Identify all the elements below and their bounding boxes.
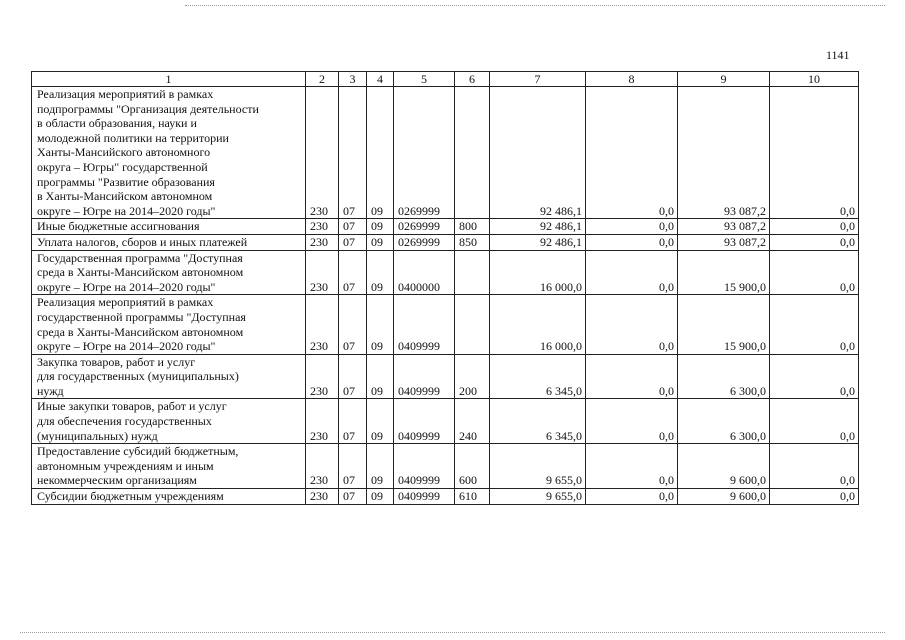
- row-subsection: 09: [367, 295, 394, 354]
- row-expense-type: 240: [455, 399, 490, 444]
- row-amount-col7: 92 486,1: [490, 234, 586, 250]
- row-expense-type: [455, 87, 490, 219]
- row-amount-col8: 0,0: [586, 489, 678, 505]
- header-col-4: 4: [367, 72, 394, 87]
- row-expense-type: 850: [455, 234, 490, 250]
- row-amount-col7: 16 000,0: [490, 250, 586, 295]
- row-name: Реализация мероприятий в рамках государственной программы "Доступная среда в Ханты-Мансийском автономном округе – Югре на 2014–2020 годы": [32, 295, 306, 354]
- header-row: [32, 72, 859, 87]
- row-amount-col8: 0,0: [586, 234, 678, 250]
- row-amount-col9: 15 900,0: [678, 250, 770, 295]
- row-section: 07: [339, 399, 367, 444]
- row-target-item: 0409999: [394, 354, 455, 399]
- row-amount-col10: 0,0: [770, 354, 859, 399]
- row-section: 07: [339, 234, 367, 250]
- row-amount-col9: 6 300,0: [678, 354, 770, 399]
- row-target-item: 0269999: [394, 219, 455, 235]
- row-name: Иные бюджетные ассигнования: [32, 219, 306, 235]
- row-target-item: 0409999: [394, 295, 455, 354]
- row-expense-type: 600: [455, 444, 490, 489]
- row-subsection: 09: [367, 250, 394, 295]
- row-subsection: 09: [367, 399, 394, 444]
- page-number: 1141: [826, 48, 850, 62]
- row-target-item: 0269999: [394, 234, 455, 250]
- table-row: [32, 399, 859, 444]
- row-code-admin: 230: [306, 354, 339, 399]
- row-amount-col10: 0,0: [770, 399, 859, 444]
- row-code-admin: 230: [306, 399, 339, 444]
- row-amount-col7: 16 000,0: [490, 295, 586, 354]
- table-row: [32, 219, 859, 235]
- row-target-item: 0269999: [394, 87, 455, 219]
- row-amount-col10: 0,0: [770, 87, 859, 219]
- row-amount-col8: 0,0: [586, 354, 678, 399]
- row-amount-col9: 9 600,0: [678, 489, 770, 505]
- row-subsection: 09: [367, 234, 394, 250]
- row-amount-col10: 0,0: [770, 219, 859, 235]
- header-col-10: 10: [770, 72, 859, 87]
- row-amount-col10: 0,0: [770, 295, 859, 354]
- table-row: [32, 295, 859, 354]
- row-amount-col9: 93 087,2: [678, 234, 770, 250]
- row-section: 07: [339, 87, 367, 219]
- row-amount-col7: 9 655,0: [490, 489, 586, 505]
- row-amount-col7: 6 345,0: [490, 399, 586, 444]
- header-col-5: 5: [394, 72, 455, 87]
- header-col-9: 9: [678, 72, 770, 87]
- scan-artifact-bottom: [20, 632, 885, 633]
- row-section: 07: [339, 219, 367, 235]
- row-amount-col7: 6 345,0: [490, 354, 586, 399]
- budget-table: [31, 71, 859, 505]
- row-amount-col8: 0,0: [586, 399, 678, 444]
- row-amount-col9: 93 087,2: [678, 87, 770, 219]
- row-code-admin: 230: [306, 295, 339, 354]
- header-col-8: 8: [586, 72, 678, 87]
- row-code-admin: 230: [306, 234, 339, 250]
- header-col-3: 3: [339, 72, 367, 87]
- row-subsection: 09: [367, 87, 394, 219]
- row-amount-col9: 6 300,0: [678, 399, 770, 444]
- row-amount-col10: 0,0: [770, 489, 859, 505]
- row-amount-col7: 92 486,1: [490, 87, 586, 219]
- row-section: 07: [339, 250, 367, 295]
- table-row: [32, 444, 859, 489]
- table-row: [32, 234, 859, 250]
- header-col-7: 7: [490, 72, 586, 87]
- row-section: 07: [339, 295, 367, 354]
- row-amount-col9: 93 087,2: [678, 219, 770, 235]
- row-amount-col8: 0,0: [586, 219, 678, 235]
- row-target-item: 0409999: [394, 444, 455, 489]
- table-row: [32, 87, 859, 219]
- row-amount-col8: 0,0: [586, 444, 678, 489]
- header-col-2: 2: [306, 72, 339, 87]
- row-expense-type: 800: [455, 219, 490, 235]
- row-target-item: 0400000: [394, 250, 455, 295]
- row-expense-type: 610: [455, 489, 490, 505]
- row-section: 07: [339, 354, 367, 399]
- row-expense-type: [455, 295, 490, 354]
- row-name: Закупка товаров, работ и услуг для государственных (муниципальных) нужд: [32, 354, 306, 399]
- row-expense-type: [455, 250, 490, 295]
- table-row: [32, 489, 859, 505]
- row-name: Предоставление субсидий бюджетным, автономным учреждениям и иным некоммерческим организациям: [32, 444, 306, 489]
- row-amount-col8: 0,0: [586, 87, 678, 219]
- row-amount-col10: 0,0: [770, 250, 859, 295]
- row-amount-col7: 92 486,1: [490, 219, 586, 235]
- row-subsection: 09: [367, 354, 394, 399]
- row-name: Уплата налогов, сборов и иных платежей: [32, 234, 306, 250]
- row-code-admin: 230: [306, 87, 339, 219]
- row-amount-col10: 0,0: [770, 234, 859, 250]
- row-subsection: 09: [367, 489, 394, 505]
- row-subsection: 09: [367, 444, 394, 489]
- row-expense-type: 200: [455, 354, 490, 399]
- row-target-item: 0409999: [394, 399, 455, 444]
- row-target-item: 0409999: [394, 489, 455, 505]
- table-row: [32, 354, 859, 399]
- row-amount-col9: 9 600,0: [678, 444, 770, 489]
- row-amount-col9: 15 900,0: [678, 295, 770, 354]
- row-subsection: 09: [367, 219, 394, 235]
- row-name: Реализация мероприятий в рамках подпрограммы "Организация деятельности в области образования, науки и молодежной политики на территории Ханты-Мансийского автономного округа – Югры" государственной программы "Развитие образования в Ханты-Мансийском автономном округе – Югре на 2014–2020 годы": [32, 87, 306, 219]
- row-section: 07: [339, 489, 367, 505]
- row-name: Государственная программа "Доступная среда в Ханты-Мансийском автономном округе – Югре на 2014–2020 годы": [32, 250, 306, 295]
- header-col-6: 6: [455, 72, 490, 87]
- row-code-admin: 230: [306, 444, 339, 489]
- row-name: Субсидии бюджетным учреждениям: [32, 489, 306, 505]
- row-amount-col8: 0,0: [586, 250, 678, 295]
- row-amount-col8: 0,0: [586, 295, 678, 354]
- header-col-1: 1: [32, 72, 306, 87]
- row-code-admin: 230: [306, 489, 339, 505]
- row-section: 07: [339, 444, 367, 489]
- row-amount-col10: 0,0: [770, 444, 859, 489]
- scan-artifact-top: [185, 5, 885, 6]
- row-name: Иные закупки товаров, работ и услуг для обеспечения государственных (муниципальных) нужд: [32, 399, 306, 444]
- row-amount-col7: 9 655,0: [490, 444, 586, 489]
- row-code-admin: 230: [306, 250, 339, 295]
- table-row: [32, 250, 859, 295]
- row-code-admin: 230: [306, 219, 339, 235]
